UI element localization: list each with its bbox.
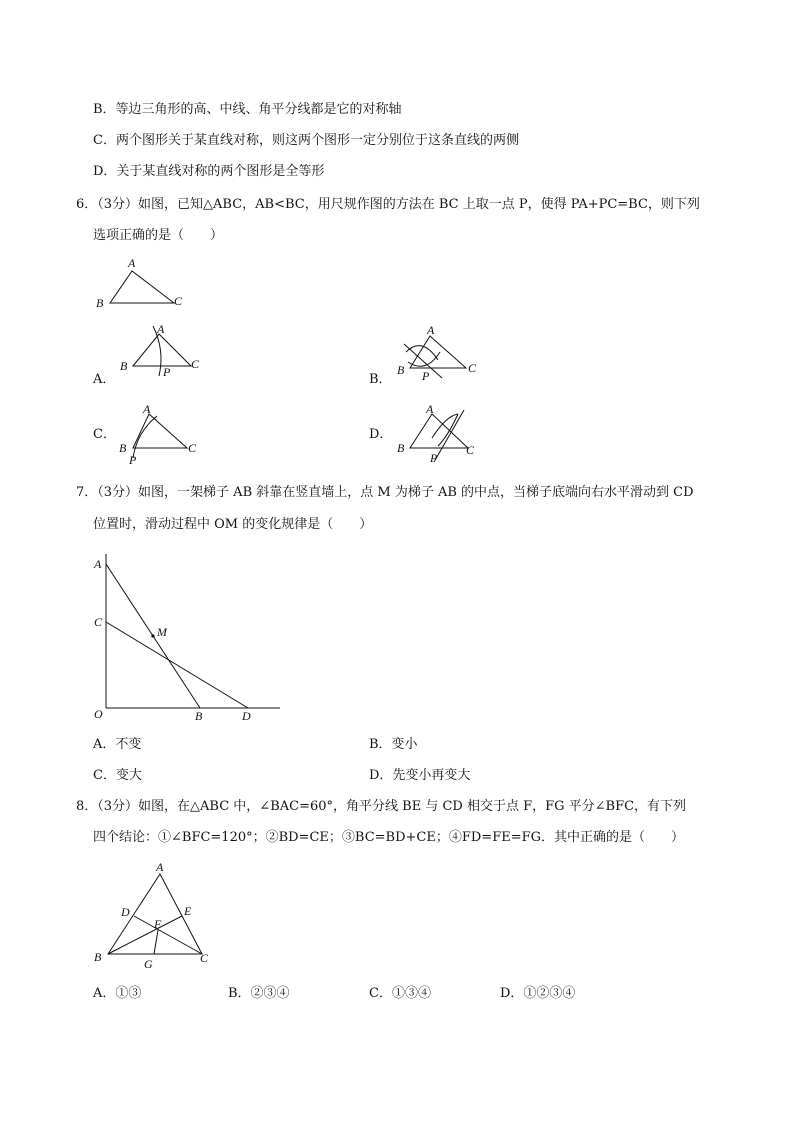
- label-a: A: [156, 860, 164, 874]
- q8-stem-line1: 8．（3分）如图，在△ABC 中，∠BAC=60°，角平分线 BE 与 CD 相交于点 F，FG 平分∠BFC，有下列: [76, 799, 687, 814]
- q6-option-d-label: D．: [369, 427, 393, 442]
- label-d: D: [242, 709, 251, 723]
- q6-option-a-figure: [115, 322, 215, 382]
- label-c: C: [466, 443, 475, 457]
- q8-option-a: A．①③: [93, 986, 142, 1001]
- q7-stem-line2: 位置时，滑动过程中 OM 的变化规律是（ ）: [93, 517, 373, 532]
- q5-option-c: C．两个图形关于某直线对称，则这两个图形一定分别位于这条直线的两侧: [93, 133, 519, 148]
- label-b: B: [397, 363, 405, 377]
- q6-option-c-label: C．: [93, 427, 116, 442]
- q5-option-b: B．等边三角形的高、中线、角平分线都是它的对称轴: [93, 102, 402, 117]
- label-c: C: [174, 294, 183, 308]
- q6-stem-line1: 6．（3分）如图，已知△ABC，AB<BC，用尺规作图的方法在 BC 上取一点 P，使得 PA+PC=BC，则下列: [76, 197, 700, 212]
- label-p: P: [129, 453, 137, 467]
- label-a: A: [157, 322, 165, 336]
- label-p: P: [422, 369, 430, 383]
- label-p: P: [430, 451, 438, 465]
- q8-stem-line2: 四个结论：①∠BFC=120°；②BD=CE；③BC=BD+CE；④FD=FE=FG．其中正确的是（ ）: [93, 830, 685, 845]
- label-c: C: [94, 615, 103, 629]
- q7-option-d: D．先变小再变大: [369, 768, 471, 783]
- label-a: A: [427, 323, 435, 337]
- label-p: P: [163, 365, 171, 379]
- label-o: O: [94, 707, 103, 721]
- label-a: A: [426, 402, 434, 416]
- q6-option-b-label: B．: [369, 372, 392, 387]
- q6-option-c-figure: [115, 402, 215, 467]
- label-a: A: [143, 402, 151, 416]
- q8-triangle-figure: [90, 858, 220, 973]
- label-c: C: [468, 361, 477, 375]
- q6-main-figure: [90, 255, 200, 310]
- label-c: C: [191, 357, 200, 371]
- label-c: C: [188, 441, 197, 455]
- q6-option-b-figure: [392, 322, 492, 382]
- label-m: M: [157, 625, 167, 639]
- q5-option-d: D．关于某直线对称的两个图形是全等形: [93, 164, 325, 179]
- label-b: B: [119, 441, 127, 455]
- label-b: B: [120, 359, 128, 373]
- q7-option-c: C．变大: [93, 768, 142, 783]
- label-d: D: [121, 905, 130, 919]
- label-g: G: [144, 957, 153, 971]
- q8-option-b: B．②③④: [228, 986, 290, 1001]
- label-a: A: [128, 256, 136, 270]
- label-e: E: [184, 904, 192, 918]
- q8-option-c: C．①③④: [369, 986, 431, 1001]
- q7-ladder-figure: [90, 550, 290, 725]
- q7-option-a: A．不变: [93, 737, 142, 752]
- q6-stem-line2: 选项正确的是（ ）: [93, 228, 224, 243]
- q7-stem-line1: 7．（3分）如图，一架梯子 AB 斜靠在竖直墙上，点 M 为梯子 AB 的中点，当梯子底端向右水平滑动到 CD: [76, 485, 694, 500]
- q7-option-b: B．变小: [369, 737, 418, 752]
- q6-option-a-label: A．: [93, 372, 116, 387]
- q8-option-d: D．①②③④: [500, 986, 576, 1001]
- label-c: C: [200, 951, 209, 965]
- label-f: F: [154, 917, 162, 931]
- label-b: B: [94, 950, 102, 964]
- label-b: B: [195, 709, 203, 723]
- label-a: A: [94, 557, 102, 571]
- q6-option-d-figure: [392, 402, 492, 464]
- label-b: B: [96, 296, 104, 310]
- label-b: B: [397, 441, 405, 455]
